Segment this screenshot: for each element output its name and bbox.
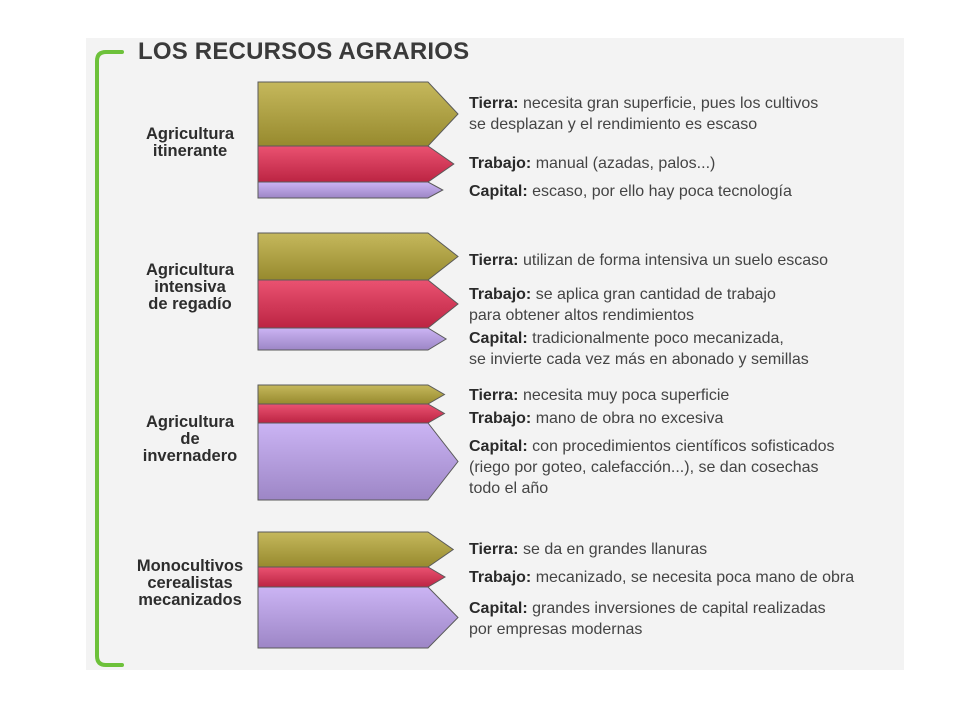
tierra-text-line: se desplazan y el rendimiento es escaso	[469, 116, 758, 133]
capital-text-line: todo el año	[469, 480, 549, 497]
capital-label: Capital:	[469, 438, 528, 455]
tierra-text-line: se da en grandes llanuras	[522, 541, 708, 558]
capital-text-line: grandes inversiones de capital realizadas	[532, 600, 826, 617]
trabajo-label: Trabajo:	[469, 155, 532, 172]
group-label-line: de	[180, 430, 200, 448]
group-label-line: itinerante	[152, 142, 228, 160]
trabajo-arrow	[258, 567, 445, 587]
group-label-line: mecanizados	[138, 591, 242, 609]
capital-arrow	[258, 423, 458, 500]
trabajo-label: Trabajo:	[469, 569, 532, 586]
tierra-text-line: necesita gran superficie, pues los cultivos	[522, 95, 819, 112]
capital-text-line: (riego por goteo, calefacción...), se dan cosechas	[469, 459, 819, 476]
trabajo-arrow	[258, 146, 454, 182]
tierra-arrow	[258, 385, 444, 404]
tierra-arrow	[258, 532, 453, 567]
trabajo-text-line: manual (azadas, palos...)	[535, 155, 716, 172]
trabajo-arrow	[258, 280, 458, 328]
capital-arrow	[258, 587, 458, 648]
tierra-arrow	[258, 233, 458, 280]
tierra-text-line: necesita muy poca superficie	[522, 387, 730, 404]
trabajo-text-line: se aplica gran cantidad de trabajo	[535, 286, 776, 303]
diagram-title: LOS RECURSOS AGRARIOS	[138, 38, 470, 65]
trabajo-label: Trabajo:	[469, 286, 532, 303]
capital-label: Capital:	[469, 330, 528, 347]
tierra-label: Tierra:	[469, 252, 519, 269]
trabajo-text-line: para obtener altos rendimientos	[469, 307, 695, 324]
capital-text-line: por empresas modernas	[469, 621, 643, 638]
capital-label: Capital:	[469, 183, 528, 200]
capital-text-line: con procedimientos científicos sofisticados	[532, 438, 835, 455]
trabajo-label: Trabajo:	[469, 410, 532, 427]
group-label-line: Agricultura	[145, 125, 234, 143]
trabajo-arrow	[258, 404, 444, 423]
capital-text-line: se invierte cada vez más en abonado y semillas	[469, 351, 809, 368]
tierra-arrow	[258, 82, 458, 146]
capital-text-line: tradicionalmente poco mecanizada,	[532, 330, 784, 347]
trabajo-text-line: mecanizado, se necesita poca mano de obra	[535, 569, 855, 586]
trabajo-text-line: mano de obra no excesiva	[535, 410, 724, 427]
group-label-line: intensiva	[154, 278, 226, 296]
tierra-label: Tierra:	[469, 95, 519, 112]
group-label-line: Monocultivos	[136, 557, 244, 575]
capital-arrow	[258, 182, 443, 198]
group-label-line: cerealistas	[147, 574, 233, 592]
tierra-label: Tierra:	[469, 387, 519, 404]
group-label-line: Agricultura	[145, 413, 234, 431]
tierra-label: Tierra:	[469, 541, 519, 558]
group-label-line: Agricultura	[145, 261, 234, 279]
group-label-line: de regadío	[148, 295, 232, 313]
tierra-text-line: utilizan de forma intensiva un suelo escaso	[522, 252, 829, 269]
group-label-line: invernadero	[142, 447, 238, 465]
capital-arrow	[258, 328, 446, 350]
capital-label: Capital:	[469, 600, 528, 617]
capital-text-line: escaso, por ello hay poca tecnología	[532, 183, 792, 200]
